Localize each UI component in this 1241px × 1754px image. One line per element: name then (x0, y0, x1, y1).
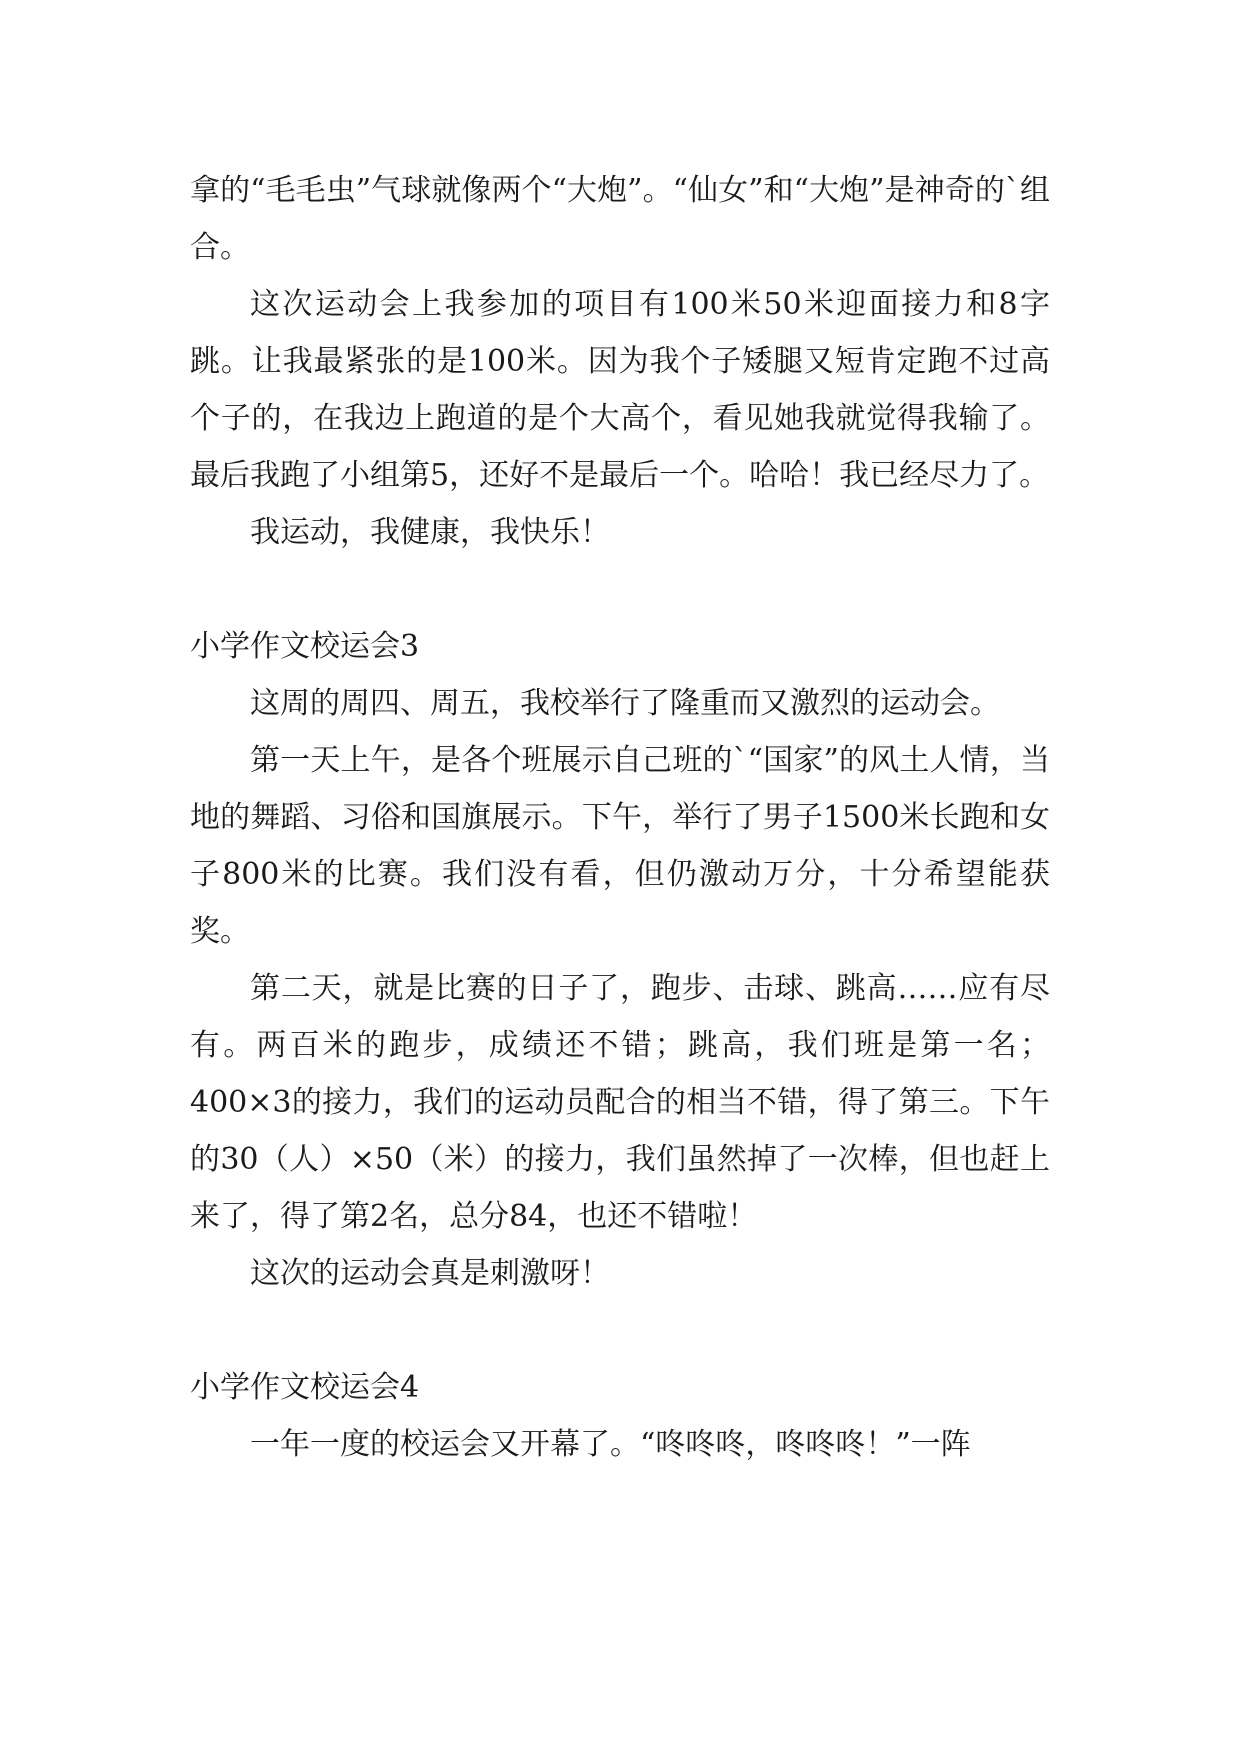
paragraph: 这次的运动会真是刺激呀！ (250, 1256, 610, 1291)
paragraph: 一年一度的校运会又开幕了。“咚咚咚，咚咚咚！”一阵 (250, 1427, 971, 1462)
paragraph: 这周的周四、周五，我校举行了隆重而又激烈的运动会。 (250, 686, 1000, 721)
section-title: 小学作文校运会3 (190, 629, 420, 664)
document-body (190, 162, 1050, 1473)
paragraph: 第二天，就是比赛的日子了，跑步、击球、跳高……应有尽有。两百米的跑步，成绩还不错；跳高，我们班是第一名；400×3的接力，我们的运动员配合的相当不错，得了第三。下午的30（人）×50（米）的接力，我们虽然掉了一次棒，但也赶上来了，得了第2名，总分84，也还不错啦！ (190, 971, 1050, 1234)
paragraph: 这次运动会上我参加的项目有100米50米迎面接力和8字跳。让我最紧张的是100米。因为我个子矮腿又短肯定跑不过高个子的，在我边上跑道的是个大高个，看见她我就觉得我输了。最后我跑了小组第5，还好不是最后一个。哈哈！我已经尽力了。 (190, 287, 1050, 493)
section-gap (190, 1302, 1050, 1359)
paragraph-continuation: 拿的“毛毛虫”气球就像两个“大炮”。“仙女”和“大炮”是神奇的`组合。 (190, 173, 1050, 265)
section-title: 小学作文校运会4 (190, 1370, 420, 1405)
paragraph: 第一天上午，是各个班展示自己班的`“国家”的风土人情，当地的舞蹈、习俗和国旗展示。下午，举行了男子1500米长跑和女子800米的比赛。我们没有看，但仍激动万分，十分希望能获奖。 (190, 743, 1050, 949)
paragraph: 我运动，我健康，我快乐！ (250, 515, 610, 550)
section-gap (190, 561, 1050, 618)
